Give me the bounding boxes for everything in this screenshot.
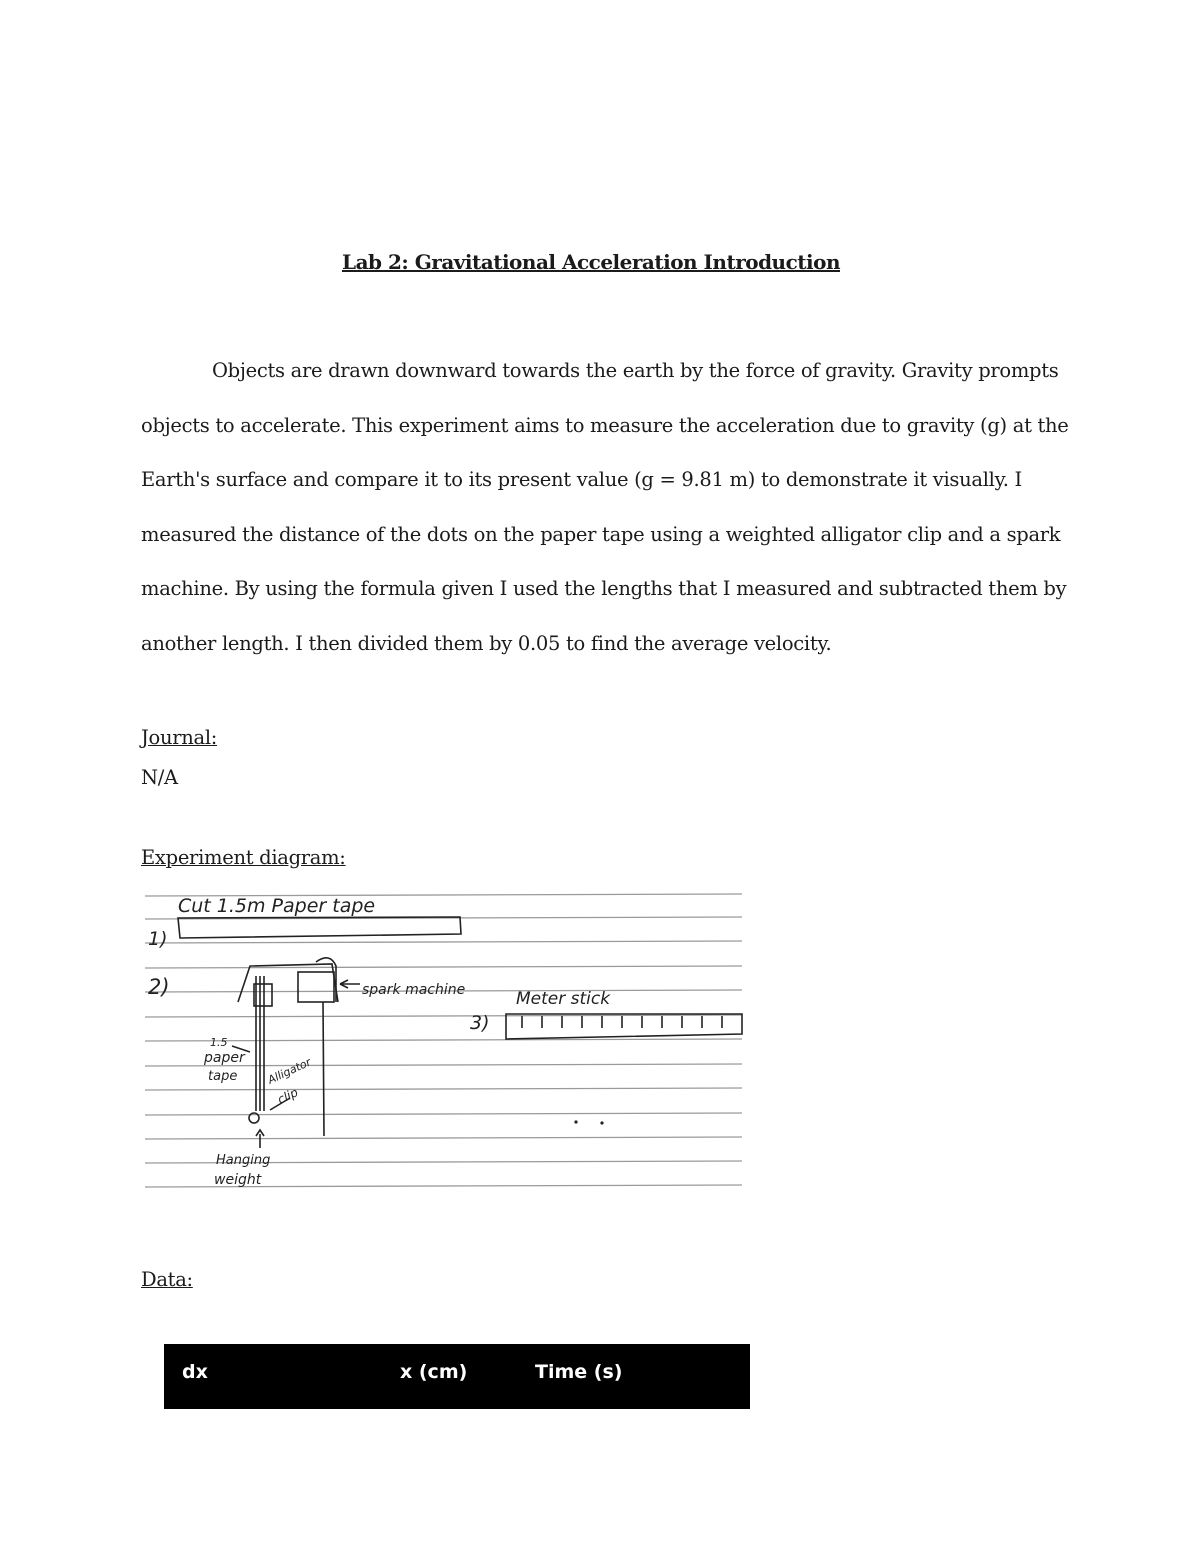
column-header-x: x (cm) — [400, 1361, 468, 1383]
step3-label: 3) — [470, 1012, 490, 1034]
step1-label: 1) — [148, 928, 168, 950]
alligator-clip-label-2: clip — [275, 1085, 301, 1107]
introduction-paragraph — [141, 344, 1069, 671]
stand-rod — [323, 1002, 324, 1136]
paragraph-line: objects to accelerate. This experiment aims to measure the acceleration due to gravity (g) at the — [141, 413, 1069, 437]
diagram-heading: Experiment diagram: — [141, 846, 346, 869]
paper-tape-sketch — [178, 917, 461, 938]
paper-tape-label-2: paper — [204, 1050, 245, 1066]
step1-title-label: Cut 1.5m Paper tape — [178, 895, 376, 917]
paper-tape-label-3: tape — [208, 1069, 238, 1084]
alligator-clip-label-1: Alligator — [265, 1055, 313, 1087]
step2-label: 2) — [148, 975, 170, 999]
spark-machine-label: spark machine — [362, 982, 466, 998]
hanging-weight-label-1: Hanging — [216, 1153, 271, 1168]
paragraph-line: another length. I then divided them by 0.05 to find the average velocity. — [141, 631, 832, 655]
meter-stick-label: Meter stick — [516, 989, 611, 1009]
experiment-diagram — [140, 886, 745, 1204]
meter-stick-ticks — [522, 1016, 722, 1028]
journal-heading: Journal: — [141, 726, 218, 749]
paragraph-line: measured the distance of the dots on the paper tape using a weighted alligator clip and a spark — [141, 522, 1061, 546]
data-table-header — [164, 1344, 750, 1409]
data-heading: Data: — [141, 1268, 193, 1291]
paragraph-line: Objects are drawn downward towards the earth by the force of gravity. Gravity prompts — [212, 359, 1059, 382]
paragraph-line: machine. By using the formula given I used the lengths that I measured and subtracted them by — [141, 577, 1067, 600]
paper-tape-strip — [256, 976, 264, 1111]
paragraph-line: Earth's surface and compare it to its present value (g = 9.81 m) to demonstrate it visually. I — [141, 468, 1022, 491]
column-header-time: Time (s) — [535, 1361, 623, 1383]
column-header-dx: dx — [182, 1361, 208, 1383]
spark-machine-box — [298, 972, 334, 1002]
spark-machine-frame — [238, 964, 338, 1002]
hanging-weight-label-2: weight — [214, 1172, 262, 1188]
document-title: Lab 2: Gravitational Acceleration Introduction — [342, 250, 840, 274]
paper-tape-label-1: 1.5 — [210, 1036, 228, 1049]
journal-value: N/A — [141, 766, 178, 789]
tape-dots — [574, 1120, 603, 1124]
spark-arrow — [340, 980, 360, 988]
